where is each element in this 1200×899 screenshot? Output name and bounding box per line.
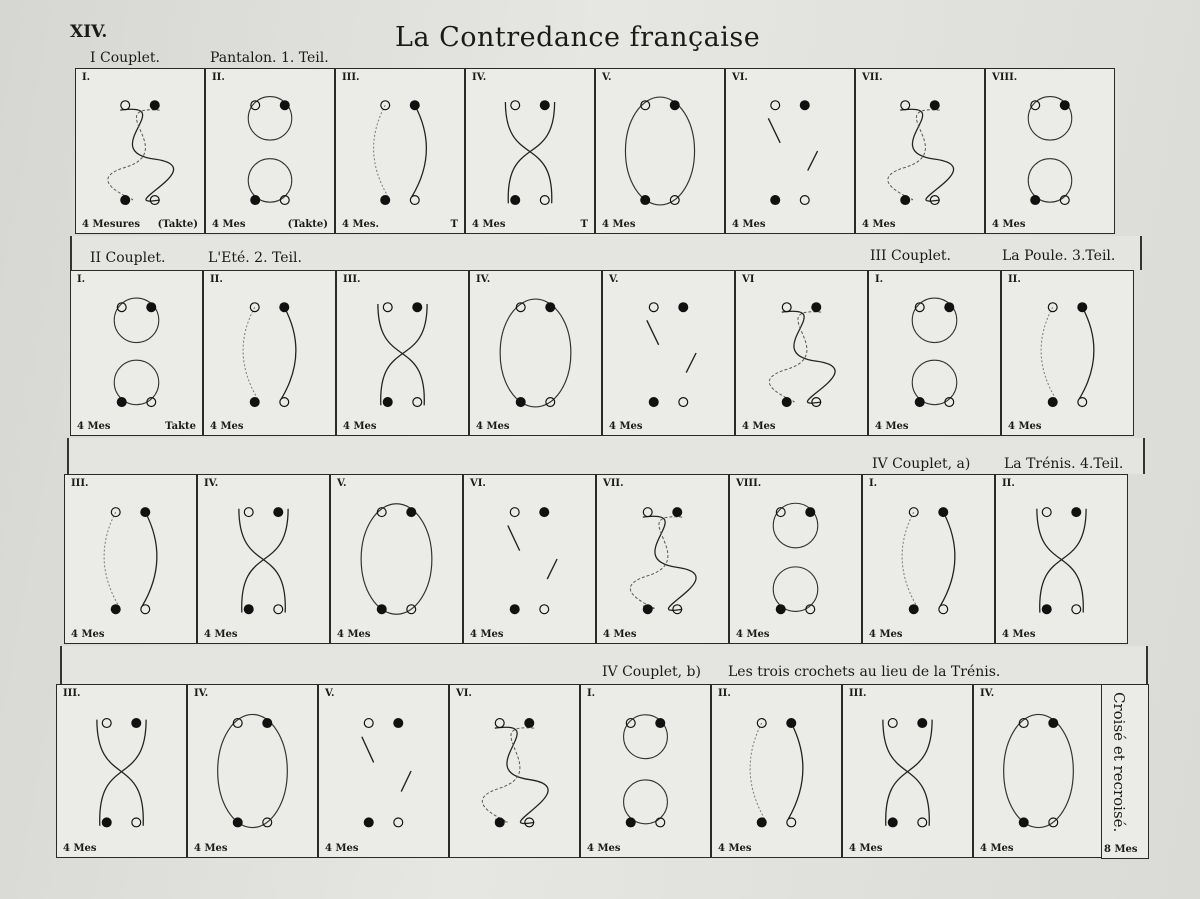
figure-panel (318, 684, 449, 858)
figure-panel (75, 68, 205, 234)
couplet-4a-label: IV Couplet, a) (872, 456, 971, 472)
dance-figure-diagram (71, 271, 202, 435)
figure-number: IV. (980, 688, 995, 699)
dance-figure-diagram (1002, 271, 1133, 435)
couplet-2-label: II Couplet. (90, 250, 166, 266)
figure-panel (868, 270, 1001, 436)
measures-label: 4 Mes (875, 421, 909, 432)
dance-figure-diagram (726, 69, 854, 233)
trois-crochets-label: Les trois crochets au lieu de la Trénis. (728, 664, 1001, 680)
measures-label: 4 Mes (736, 629, 770, 640)
couplet-1-label: I Couplet. (90, 50, 160, 66)
figure-number: VI. (732, 72, 748, 83)
croise-recroise-label: Croisé et recroisé. (1110, 692, 1128, 833)
figure-panel (336, 270, 469, 436)
figure-panel (335, 68, 465, 234)
figure-panel (64, 474, 197, 644)
measures-label: 4 Mes (212, 219, 246, 230)
figure-panel (985, 68, 1115, 234)
takte-label: T (450, 219, 458, 230)
figure-number: IV. (472, 72, 487, 83)
dance-figure-diagram (466, 69, 594, 233)
figure-number: I. (77, 274, 86, 285)
measures-label: 4 Mes (742, 421, 776, 432)
dance-figure-diagram (863, 475, 994, 643)
dance-figure-diagram (337, 271, 468, 435)
measures-label: 4 Mes (325, 843, 359, 854)
measures-label: 4 Mes (1008, 421, 1042, 432)
dance-figure-diagram (319, 685, 448, 857)
measures-label: 4 Mes (992, 219, 1026, 230)
figure-number: IV. (204, 478, 219, 489)
measures-label: 4 Mesures (82, 219, 141, 230)
side-panel-measures: 8 Mes (1104, 844, 1138, 855)
figure-number: IV. (476, 274, 491, 285)
figure-number: III. (71, 478, 89, 489)
figure-panel (602, 270, 735, 436)
figure-number: VII. (862, 72, 883, 83)
measures-label: 4 Mes (718, 843, 752, 854)
measures-label: 4 Mes (337, 629, 371, 640)
dance-figure-diagram (450, 685, 579, 857)
measures-label: 4 Mes (194, 843, 228, 854)
figure-number: II. (212, 72, 225, 83)
measures-label: 4 Mes (609, 421, 643, 432)
figure-panel (725, 68, 855, 234)
figure-row-3 (64, 474, 1128, 644)
dance-figure-diagram (596, 69, 724, 233)
measures-label: 4 Mes (732, 219, 766, 230)
measures-label: 4 Mes (210, 421, 244, 432)
measures-label: 4 Mes (63, 843, 97, 854)
figure-number: V. (602, 72, 612, 83)
figure-number: II. (1002, 478, 1015, 489)
figure-panel (596, 474, 729, 644)
figure-panel (729, 474, 862, 644)
figure-panel (465, 68, 595, 234)
figure-number: I. (587, 688, 596, 699)
figure-panel (203, 270, 336, 436)
dance-figure-diagram (204, 271, 335, 435)
figure-number: II. (718, 688, 731, 699)
dance-figure-diagram (76, 69, 204, 233)
figure-panel (330, 474, 463, 644)
figure-row-2 (70, 270, 1134, 436)
measures-label: 4 Mes (77, 421, 111, 432)
takte-label: (Takte) (157, 219, 198, 230)
dance-figure-diagram (974, 685, 1103, 857)
figure-number: V. (325, 688, 335, 699)
dance-figure-diagram (57, 685, 186, 857)
dance-figure-diagram (996, 475, 1127, 643)
figure-panel (449, 684, 580, 858)
figure-number: III. (343, 274, 361, 285)
figure-panel (197, 474, 330, 644)
figure-number: V. (337, 478, 347, 489)
measures-label: 4 Mes (472, 219, 506, 230)
figure-panel (842, 684, 973, 858)
measures-label: 4 Mes (343, 421, 377, 432)
dance-figure-diagram (603, 271, 734, 435)
measures-label: 4 Mes (587, 843, 621, 854)
dance-figure-diagram (470, 271, 601, 435)
ete-label: L'Eté. 2. Teil. (208, 250, 302, 266)
dance-figure-diagram (597, 475, 728, 643)
dance-figure-diagram (986, 69, 1114, 233)
measures-label: 4 Mes (849, 843, 883, 854)
figure-panel (469, 270, 602, 436)
figure-number: VI (742, 274, 755, 285)
figure-panel (56, 684, 187, 858)
figure-panel (973, 684, 1104, 858)
measures-label: 4 Mes. (342, 219, 379, 230)
figure-number: I. (82, 72, 91, 83)
figure-panel (1001, 270, 1134, 436)
dance-figure-diagram (869, 271, 1000, 435)
figure-number: IV. (194, 688, 209, 699)
takte-label: T (580, 219, 588, 230)
figure-number: VI. (456, 688, 472, 699)
measures-label: 4 Mes (71, 629, 105, 640)
takte-label: Takte (165, 421, 196, 432)
dance-figure-diagram (464, 475, 595, 643)
dance-figure-diagram (856, 69, 984, 233)
figure-panel (205, 68, 335, 234)
figure-number: V. (609, 274, 619, 285)
couplet-3-label: III Couplet. (870, 248, 951, 264)
measures-label: 4 Mes (204, 629, 238, 640)
figure-number: I. (869, 478, 878, 489)
measures-label: 4 Mes (862, 219, 896, 230)
header-band-3 (67, 438, 1145, 474)
figure-row-4 (56, 684, 1104, 858)
measures-label: 4 Mes (602, 219, 636, 230)
dance-figure-diagram (206, 69, 334, 233)
dance-figure-diagram (331, 475, 462, 643)
dance-figure-diagram (736, 271, 867, 435)
figure-panel (735, 270, 868, 436)
poule-label: La Poule. 3.Teil. (1002, 248, 1116, 264)
page-title: La Contredance française (395, 22, 761, 53)
figure-panel (70, 270, 203, 436)
measures-label: 4 Mes (470, 629, 504, 640)
figure-panel (995, 474, 1128, 644)
couplet-4b-label: IV Couplet, b) (602, 664, 701, 680)
figure-panel (595, 68, 725, 234)
takte-label: (Takte) (287, 219, 328, 230)
figure-number: VII. (603, 478, 624, 489)
dance-figure-diagram (581, 685, 710, 857)
figure-number: III. (63, 688, 81, 699)
figure-number: VI. (470, 478, 486, 489)
figure-number: VIII. (736, 478, 762, 489)
figure-panel (862, 474, 995, 644)
measures-label: 4 Mes (603, 629, 637, 640)
figure-panel (187, 684, 318, 858)
figure-number: VIII. (992, 72, 1018, 83)
dance-figure-diagram (65, 475, 196, 643)
figure-row-1 (75, 68, 1115, 234)
figure-number: II. (1008, 274, 1021, 285)
measures-label: 4 Mes (476, 421, 510, 432)
figure-panel (580, 684, 711, 858)
figure-number: I. (875, 274, 884, 285)
measures-label: 4 Mes (869, 629, 903, 640)
measures-label: 4 Mes (980, 843, 1014, 854)
figure-panel (711, 684, 842, 858)
figure-number: III. (342, 72, 360, 83)
measures-label: 4 Mes (1002, 629, 1036, 640)
dance-figure-diagram (336, 69, 464, 233)
pantalon-label: Pantalon. 1. Teil. (210, 50, 329, 66)
figure-number: II. (210, 274, 223, 285)
plate-number: XIV. (70, 22, 108, 42)
dance-figure-diagram (198, 475, 329, 643)
figure-panel (463, 474, 596, 644)
dance-figure-diagram (843, 685, 972, 857)
trenis-label: La Trénis. 4.Teil. (1004, 456, 1124, 472)
figure-number: III. (849, 688, 867, 699)
dance-figure-diagram (712, 685, 841, 857)
dance-figure-diagram (188, 685, 317, 857)
figure-panel (855, 68, 985, 234)
dance-figure-diagram (730, 475, 861, 643)
